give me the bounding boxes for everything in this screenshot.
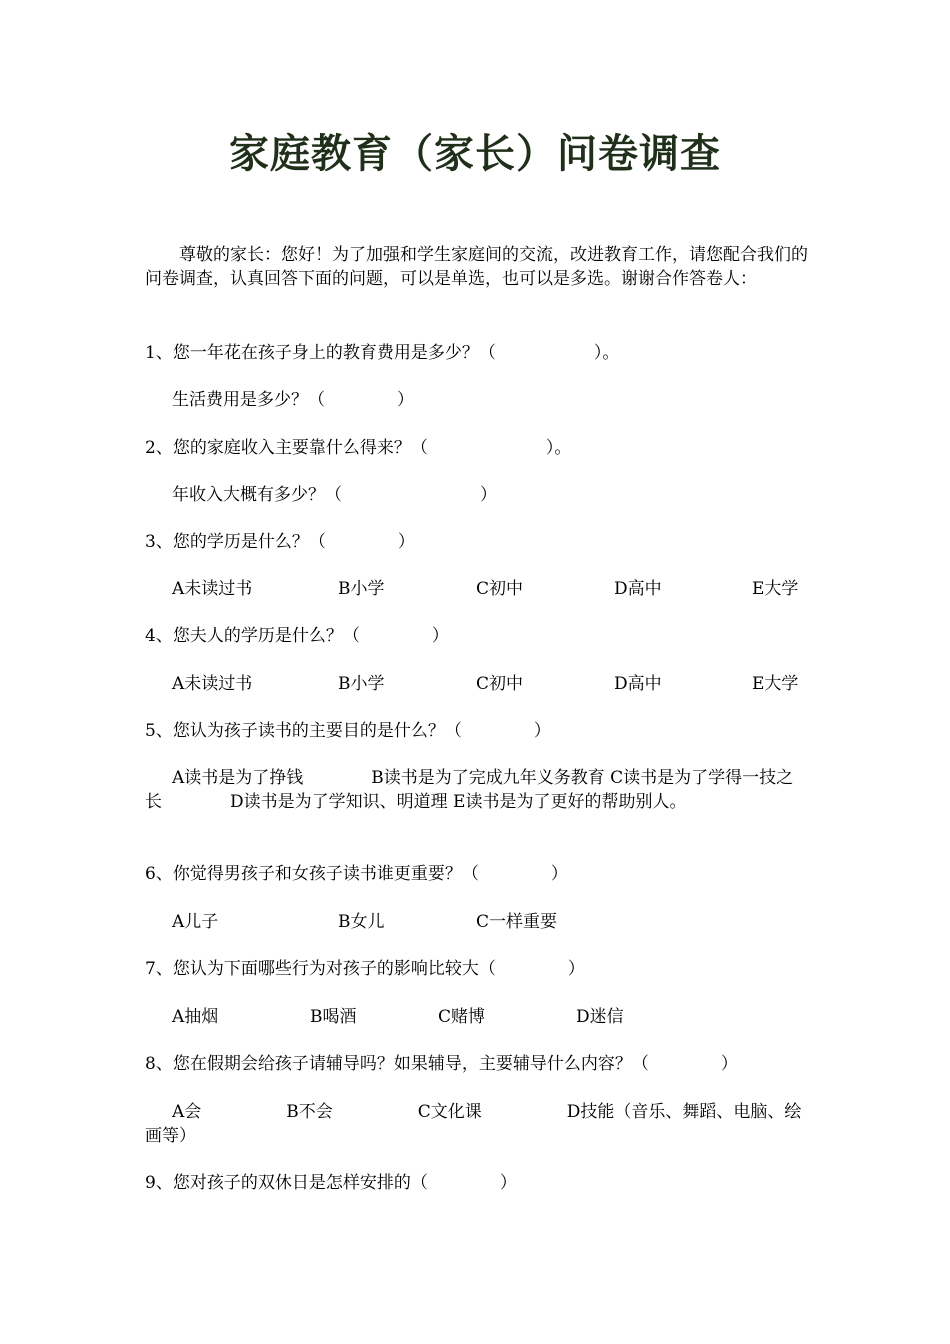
question-2 xyxy=(145,436,571,460)
question-3-close: ） xyxy=(397,532,415,552)
question-1b-text: 生活费用是多少？（ xyxy=(172,390,325,410)
q3-option-b: B小学 xyxy=(338,579,385,599)
question-2-close: ）。 xyxy=(545,438,572,458)
question-5 xyxy=(145,719,551,743)
question-1b-close: ） xyxy=(397,390,414,410)
question-3-text: 3、您的学历是什么？（ xyxy=(145,532,326,552)
q4-option-a: A未读过书 xyxy=(172,674,253,694)
question-7 xyxy=(145,957,585,981)
q7-option-d: D迷信 xyxy=(576,1007,624,1027)
question-7-text: 7、您认为下面哪些行为对孩子的影响比较大（ xyxy=(145,959,496,979)
q6-option-c: C一样重要 xyxy=(476,912,558,932)
q4-option-d: D高中 xyxy=(614,674,662,694)
question-5-close: ） xyxy=(533,721,551,741)
question-8-close: ） xyxy=(720,1054,738,1074)
question-1-text: 1、您一年花在孩子身上的教育费用是多少？（ xyxy=(145,343,496,363)
q3-option-e: E大学 xyxy=(752,579,799,599)
question-3 xyxy=(145,530,415,554)
q7-option-b: B喝酒 xyxy=(310,1007,357,1027)
page-title: 家庭教育（家长）问卷调查 xyxy=(229,130,721,177)
question-2-text: 2、您的家庭收入主要靠什么得来？（ xyxy=(145,438,428,458)
question-1b xyxy=(172,388,414,412)
question-9 xyxy=(145,1171,517,1195)
q4-option-e: E大学 xyxy=(752,674,799,694)
question-9-close: ） xyxy=(499,1173,517,1193)
q3-option-a: A未读过书 xyxy=(172,579,253,599)
q6-option-b: B女儿 xyxy=(338,912,385,932)
question-4-text: 4、您夫人的学历是什么？（ xyxy=(145,626,360,646)
question-6-close: ） xyxy=(550,864,568,884)
question-6-text: 6、你觉得男孩子和女孩子读书谁更重要？（ xyxy=(145,864,479,884)
q8-options: A会 B不会 C文化课 D技能（音乐、舞蹈、电脑、绘画等） xyxy=(145,1102,802,1146)
question-4 xyxy=(145,624,449,648)
q4-option-c: C初中 xyxy=(476,674,524,694)
question-5-text: 5、您认为孩子读书的主要目的是什么？（ xyxy=(145,721,462,741)
q3-option-d: D高中 xyxy=(614,579,662,599)
q7-option-a: A抽烟 xyxy=(172,1007,219,1027)
intro-paragraph: 尊敬的家长：您好！为了加强和学生家庭间的交流，改进教育工作，请您配合我们的问卷调查，认真回答下面的问题，可以是单选，也可以是多选。谢谢合作答卷人： xyxy=(145,245,808,289)
q4-option-b: B小学 xyxy=(338,674,385,694)
question-8-text: 8、您在假期会给孩子请辅导吗？如果辅导，主要辅导什么内容？（ xyxy=(145,1054,649,1074)
question-2b xyxy=(172,483,497,507)
question-8 xyxy=(145,1052,738,1076)
q6-option-a: A儿子 xyxy=(172,912,219,932)
question-4-close: ） xyxy=(431,626,449,646)
question-9-text: 9、您对孩子的双休日是怎样安排的（ xyxy=(145,1173,428,1193)
q3-option-c: C初中 xyxy=(476,579,524,599)
question-1-close: ）。 xyxy=(593,343,620,363)
question-6 xyxy=(145,862,568,886)
q5-options: A读书是为了挣钱 B读书是为了完成九年义务教育 C读书是为了学得一技之长 D读书是为了学知识、明道理 E读书是为了更好的帮助别人。 xyxy=(145,768,794,812)
question-7-close: ） xyxy=(567,959,585,979)
question-1 xyxy=(145,341,619,365)
question-2b-close: ） xyxy=(480,485,497,505)
question-2b-text: 年收入大概有多少？（ xyxy=(172,485,342,505)
q7-option-c: C赌博 xyxy=(438,1007,486,1027)
